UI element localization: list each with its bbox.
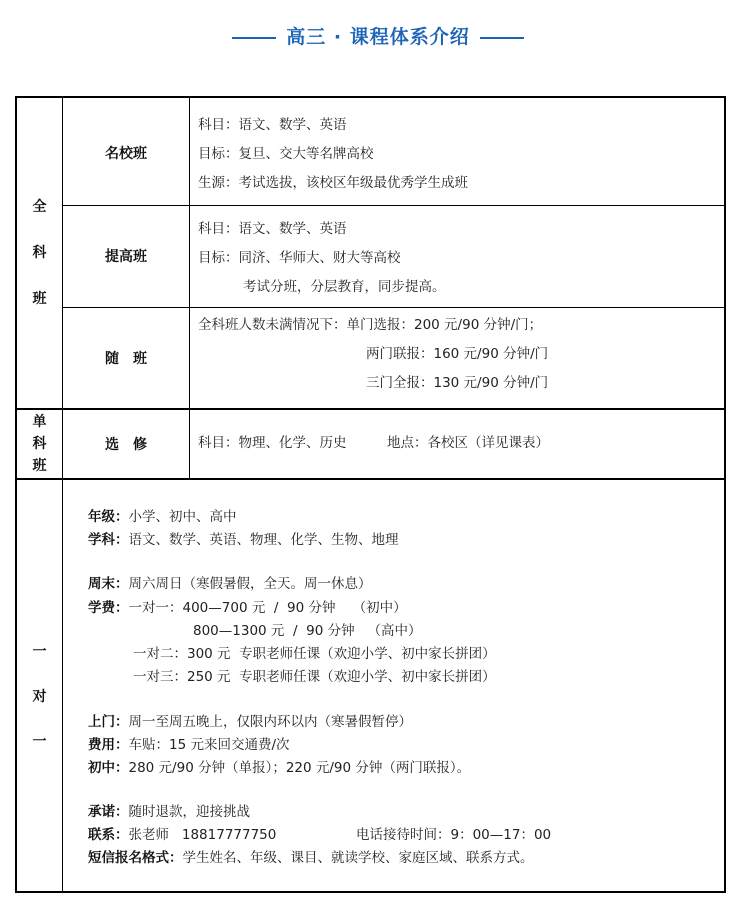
danke-label: 单 科 班 [32,414,47,474]
divider-col-1 [62,96,63,893]
divider-quanke-danke [15,408,726,410]
weekend-line: 周末：周六周日（寒假暑假，全天。周一休息） [88,576,372,592]
row-label-suiban: 随 班 [105,351,147,367]
row-content-xuanxiu: 科目：物理、化学、历史 地点：各校区（详见课表） [198,435,549,451]
yiduiyi-content [88,505,718,885]
home-visit-line: 上门：周一至周五晚上，仅限内环以内（寒暑假暂停） [88,714,412,730]
junior-line: 初中：280 元/90 分钟（单报）；220 元/90 分钟（两门联报）。 [88,760,471,776]
divider-danke-yiduiyi [15,478,726,480]
quanke-label: 全 科 班 [32,199,47,307]
promise-line: 承诺：随时退款，迎接挑战 [88,804,250,820]
fee-line-3: 一对二：300 元 专职老师任课（欢迎小学、初中家长拼团） [133,646,496,662]
divider-row-1 [62,205,726,206]
row-label-xuanxiu: 选 修 [105,437,147,453]
title-dash-left [232,37,276,39]
page-title: 高三 · 课程体系介绍 [0,22,756,49]
yiduiyi-label: 一 对 一 [32,644,47,750]
sms-format-line: 短信报名格式：学生姓名、年级、课目、就读学校、家庭区域、联系方式。 [88,850,534,866]
grade-line: 年级：小学、初中、高中 [88,509,237,525]
divider-row-2 [62,307,726,308]
cost-line: 费用：车贴：15 元来回交通费/次 [88,737,290,753]
row-content-mingxiao: 科目：语文、数学、英语 目标：复旦、交大等名牌高校 生源：考试选拔，该校区年级最优秀学生成班 [198,117,468,191]
subject-line: 学科：语文、数学、英语、物理、化学、生物、地理 [88,532,399,548]
hours-line: 电话接待时间：9：00—17：00 [356,827,552,843]
fee-line-1: 学费：一对一：400—700 元 / 90 分钟 （初中） [88,600,407,616]
row-content-suiban: 全科班人数未满情况下：单门选报：200 元/90 分钟/门； 两门联报：160 元/90 分钟/门 三门全报：130 元/90 分钟/门 [198,317,549,391]
row-content-tigao: 科目：语文、数学、英语 目标：同济、华师大、财大等高校 考试分班，分层教育，同步提高。 [198,221,446,295]
divider-col-2 [189,96,190,479]
fee-line-4: 一对三：250 元 专职老师任课（欢迎小学、初中家长拼团） [133,669,496,685]
contact-line: 联系：张老师 18817777750 [88,827,277,843]
title-dash-right [480,37,524,39]
fee-line-2: 800—1300 元 / 90 分钟 （高中） [193,623,422,639]
row-label-mingxiao: 名校班 [105,146,147,162]
row-label-tigao: 提高班 [105,249,147,265]
